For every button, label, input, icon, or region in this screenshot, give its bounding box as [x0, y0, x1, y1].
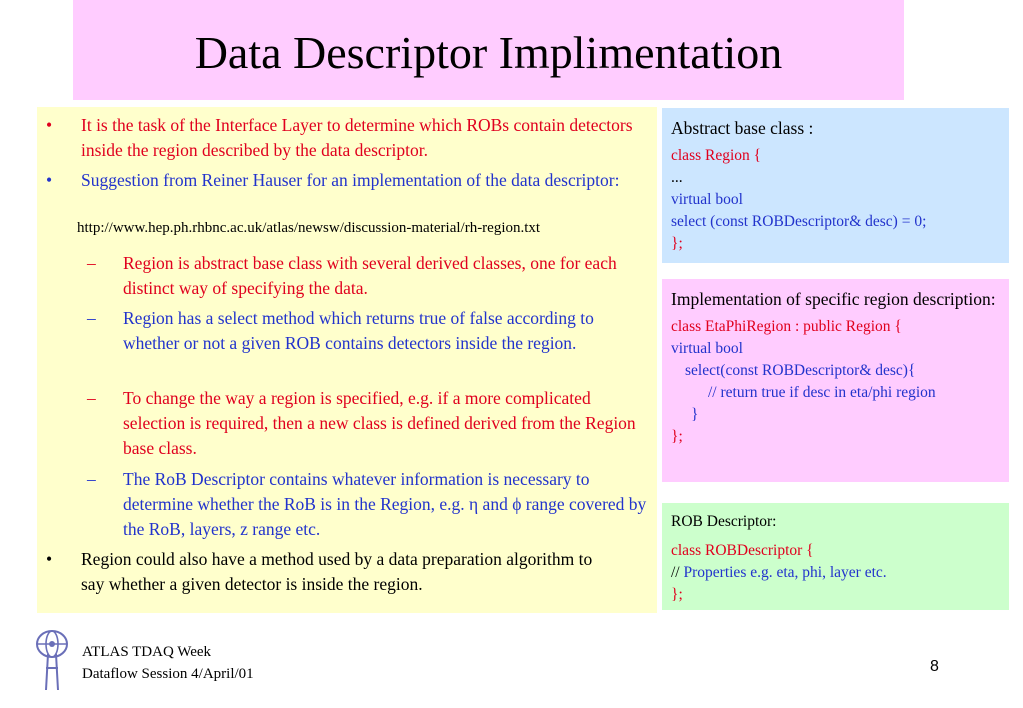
bullet-3	[46, 547, 606, 597]
sub-bullet-2-text: Region has a select method which returns true of false according to whether or not a given ROB contains detectors inside the region.	[123, 308, 594, 353]
code-line: select(const ROBDescriptor& desc){	[685, 362, 916, 379]
comment-marker: //	[671, 564, 680, 581]
sub-bullet-4-text: The RoB Descriptor contains whatever information is necessary to determine whether the RoB is in the Region, e.g. η and ϕ range covered by the RoB, layers, z range etc.	[123, 469, 647, 539]
code-line	[671, 562, 1003, 584]
code-line: select (const ROBDescriptor& desc) = 0;	[671, 213, 927, 230]
page-number: 8	[930, 658, 939, 675]
footer-event: ATLAS TDAQ Week	[82, 644, 212, 660]
dash-marker: –	[87, 388, 96, 408]
bullet-marker: •	[46, 170, 53, 190]
code-line: class Region {	[671, 147, 762, 164]
code-line: };	[671, 586, 683, 603]
code-line: }	[691, 406, 699, 423]
code-line: ...	[671, 169, 683, 186]
bullet-3-text: Region could also have a method used by a data preparation algorithm to say whether a given detector is inside the region.	[81, 549, 593, 594]
box-heading: Implementation of specific region description:	[671, 289, 996, 309]
reference-url[interactable]: http://www.hep.ph.rhbnc.ac.uk/atlas/newsw/discussion-material/rh-region.txt	[77, 220, 541, 236]
bullet-2-text: Suggestion from Reiner Hauser for an implementation of the data descriptor:	[81, 170, 620, 190]
code-line: class EtaPhiRegion : public Region {	[671, 318, 902, 335]
bullet-marker: •	[46, 115, 53, 135]
abstract-class-box	[662, 108, 1009, 263]
sub-bullet-1-text: Region is abstract base class with several derived classes, one for each distinct way of specifying the data.	[123, 253, 617, 298]
title-banner	[73, 0, 904, 100]
code-line: virtual bool	[671, 191, 743, 208]
footer-session: Dataflow Session 4/April/01	[82, 666, 254, 682]
bullet-2	[46, 168, 651, 193]
code-line: };	[671, 428, 683, 445]
code-line: class ROBDescriptor {	[671, 542, 814, 559]
bullet-1	[46, 113, 651, 163]
bullet-marker: •	[46, 549, 53, 569]
dash-marker: –	[87, 308, 96, 328]
implementation-box	[662, 279, 1009, 482]
box-heading: ROB Descriptor:	[671, 513, 777, 530]
rob-descriptor-box	[662, 503, 1009, 610]
sub-bullet-3	[87, 386, 652, 461]
sub-bullet-3-text: To change the way a region is specified, e.g. if a more complicated selection is required, then a new class is defined derived from the Region base class.	[123, 388, 636, 458]
bullet-1-text: It is the task of the Interface Layer to determine which ROBs contain detectors inside the region described by the data descriptor.	[81, 115, 633, 160]
slide-title: Data Descriptor Implimentation	[194, 26, 783, 78]
dash-marker: –	[87, 253, 96, 273]
comment-text: Properties e.g. eta, phi, layer etc.	[679, 564, 887, 581]
code-line: // return true if desc in eta/phi region	[708, 384, 936, 401]
code-line: virtual bool	[671, 340, 743, 357]
main-text-box	[37, 107, 657, 613]
sub-bullet-4	[87, 467, 652, 542]
dash-marker: –	[87, 469, 96, 489]
box-heading: Abstract base class :	[671, 118, 814, 138]
sub-bullet-2	[87, 306, 652, 356]
sub-bullet-1	[87, 251, 652, 301]
code-line: };	[671, 235, 683, 252]
atlas-logo-icon	[34, 628, 70, 692]
